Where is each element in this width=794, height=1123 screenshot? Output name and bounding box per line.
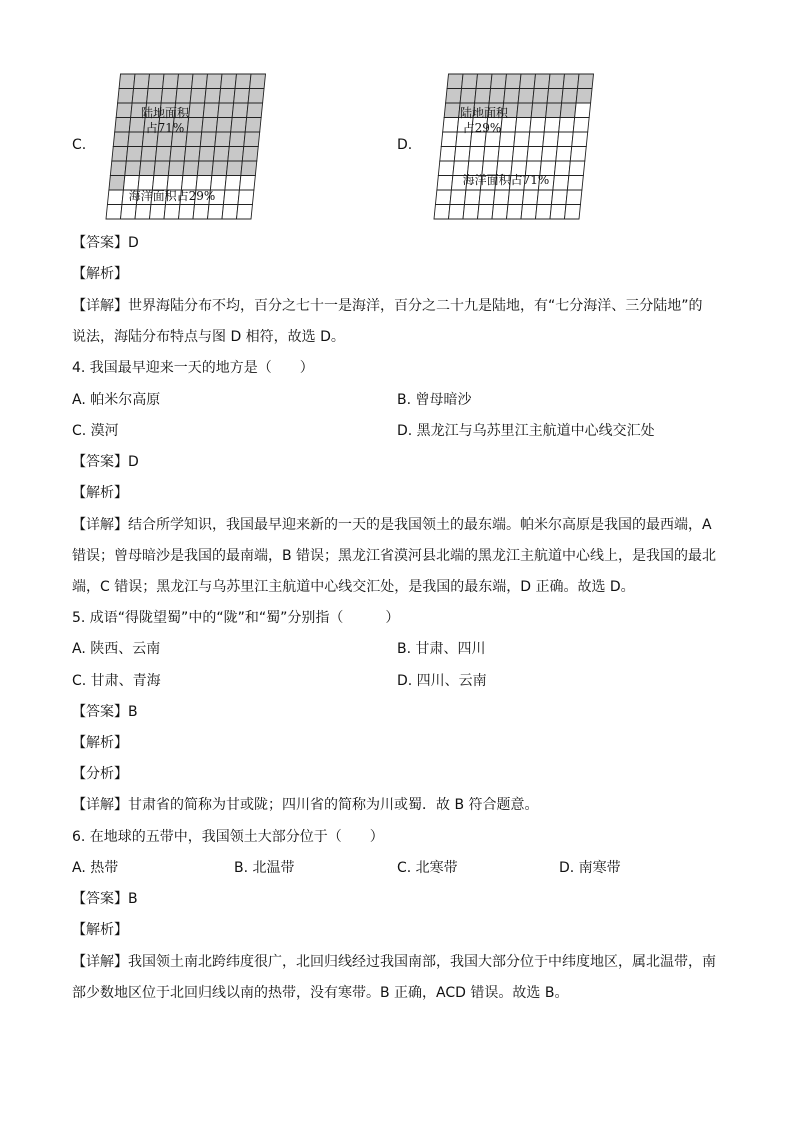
figure-d-land-cell — [505, 74, 521, 89]
figure-d-ocean-cell — [443, 118, 459, 133]
figure-d-ocean-cell — [553, 176, 569, 191]
figure-c-land-cell — [132, 89, 148, 104]
figure-c-land-cell — [244, 132, 260, 147]
figure-d-land-cell — [489, 89, 505, 104]
figure-d-ocean-cell — [559, 118, 575, 133]
q3-answer: 【答案】D — [72, 235, 139, 251]
figure-c-land-cell — [163, 74, 179, 89]
figure-c-land-cell — [218, 103, 234, 118]
figure-c-land-cell — [155, 147, 171, 162]
figure-c-ocean-label: 海洋面积占29% — [128, 189, 216, 203]
q6-detail-line-1: 【详解】我国领土南北跨纬度很广，北回归线经过我国南部，我国大部分位于中纬度地区，属北温带，南 — [72, 954, 716, 970]
figure-d-land-cell — [547, 89, 563, 104]
figure-c-land-cell — [219, 89, 235, 104]
figure-c-land-cell — [229, 132, 245, 147]
figure-d-ocean-cell — [515, 118, 531, 133]
figure-c-land-cell — [226, 161, 242, 176]
figure-d-ocean-cell — [437, 176, 453, 191]
figure-d-land-cell — [517, 103, 533, 118]
figure-d-land-cell — [447, 74, 463, 89]
figure-c-land-cell — [203, 103, 219, 118]
figure-c-land-cell — [234, 89, 250, 104]
q5-option-a: A. 陕西、云南 — [72, 641, 161, 657]
figure-c-land-cell — [128, 132, 144, 147]
q4-answer: 【答案】D — [72, 454, 139, 470]
q6-option-c: C. 北寒带 — [397, 860, 458, 876]
figure-d-ocean-cell — [469, 147, 485, 162]
figure-d-ocean-cell — [527, 147, 543, 162]
figure-d-ocean-cell — [550, 205, 566, 220]
figure-d-ocean-cell — [438, 161, 454, 176]
figure-d-ocean-cell — [498, 147, 514, 162]
figure-d-ocean-cell — [450, 190, 466, 205]
figure-d-ocean-cell — [543, 132, 559, 147]
figure-d-ocean-cell — [508, 190, 524, 205]
q4-detail-line-2: 错误；曾母暗沙是我国的最南端，B 错误；黑龙江省漠河县北端的黑龙江主航道中心线上，是我国的最北 — [72, 548, 717, 564]
figure-d-land-cell — [531, 103, 547, 118]
figure-d-land-cell — [562, 89, 578, 104]
figure-d-ocean-cell — [572, 132, 588, 147]
figure-d-ocean-cell — [528, 132, 544, 147]
figure-c-land-cell — [221, 74, 237, 89]
figure-d-ocean-cell — [554, 161, 570, 176]
figure-c-land-cell — [186, 132, 202, 147]
figure-d-ocean-cell — [454, 147, 470, 162]
figure-d-ocean-cell — [449, 205, 465, 220]
figure-c-land-cell — [168, 161, 184, 176]
figure-d-land-cell — [560, 103, 576, 118]
figure-d-land-cell — [444, 103, 460, 118]
figure-c-land-cell — [199, 147, 215, 162]
figure-d-ocean-cell — [493, 190, 509, 205]
figure-c-land-cell — [170, 147, 186, 162]
figure-c-ocean-cell — [123, 176, 139, 191]
figure-c-land-cell — [176, 89, 192, 104]
figure-c-land-cell — [148, 74, 164, 89]
figure-c-ocean-cell — [223, 190, 239, 205]
figure-c-land-cell — [141, 147, 157, 162]
figure-c-land-label-2: 占71% — [145, 121, 185, 135]
figure-d-land-cell — [578, 74, 594, 89]
figure-d-ocean-cell — [512, 147, 528, 162]
figure-c-land-cell — [118, 89, 134, 104]
q5-option-c: C. 甘肃、青海 — [72, 673, 161, 689]
figure-d-ocean-cell — [479, 190, 495, 205]
figure-d-land-cell — [520, 74, 536, 89]
figure-d-ocean-cell — [464, 190, 480, 205]
figure-c-land-cell — [161, 89, 177, 104]
q6-option-b: B. 北温带 — [234, 860, 295, 876]
q5-question: 5. 成语“得陇望蜀”中的“陇”和“蜀”分别指（ ） — [72, 610, 400, 626]
figure-d-ocean-cell — [499, 132, 515, 147]
figure-c-ocean-cell — [106, 205, 122, 220]
q6-answer: 【答案】B — [72, 891, 138, 907]
figure-c-land-cell — [112, 147, 128, 162]
figure-c-land-cell — [126, 147, 142, 162]
figure-c-ocean-cell — [181, 176, 197, 191]
figure-d-land-label-1: 陆地面积 — [459, 106, 509, 120]
figure-d-ocean-cell — [573, 118, 589, 133]
figure-d-land-label-2: 占29% — [462, 121, 502, 135]
figure-c-ocean-cell — [152, 176, 168, 191]
figure-c-ocean-cell — [239, 176, 255, 191]
figure-c-land-cell — [250, 74, 266, 89]
q5-answer: 【答案】B — [72, 704, 138, 720]
figure-c-land-cell — [134, 74, 150, 89]
figure-c-land-cell — [109, 176, 125, 191]
figure-c-land-cell — [125, 161, 141, 176]
figure-d-ocean-cell — [541, 147, 557, 162]
figure-c-land-cell — [139, 161, 155, 176]
figure-d-ocean-cell — [483, 147, 499, 162]
figure-c-land-cell — [213, 147, 229, 162]
q5-option-b: B. 甘肃、四川 — [397, 641, 486, 657]
q4-option-b: B. 曾母暗沙 — [397, 392, 472, 408]
figure-c-land-cell — [154, 161, 170, 176]
figure-c-ocean-cell — [107, 190, 123, 205]
figure-c-ocean-cell — [150, 205, 166, 220]
figure-d-land-cell — [475, 89, 491, 104]
q6-analysis: 【解析】 — [72, 922, 128, 938]
q5-fenxi: 【分析】 — [72, 766, 128, 782]
figure-d-ocean-cell — [521, 205, 537, 220]
figure-d-land-cell — [546, 103, 562, 118]
figure-c-land-cell — [245, 118, 261, 133]
figure-d-land-cell — [504, 89, 520, 104]
figure-c-land-cell — [202, 118, 218, 133]
figure-d-land-cell — [491, 74, 507, 89]
q4-detail-line-3: 端，C 错误；黑龙江与乌苏里江主航道中心线交汇处，是我国的最东端，D 正确。故选 D。 — [72, 579, 635, 595]
figure-d-ocean-cell — [565, 205, 581, 220]
figure-d-land-cell — [476, 74, 492, 89]
figure-d-ocean-cell — [434, 205, 450, 220]
figure-d-ocean-cell — [551, 190, 567, 205]
q3-detail-line-2: 说法，海陆分布特点与图 D 相符，故选 D。 — [72, 329, 345, 345]
q3-detail-line-1: 【详解】世界海陆分布不均，百分之七十一是海洋，百分之二十九是陆地，有“七分海洋、三分陆地”的 — [72, 298, 703, 314]
figure-d-ocean-cell — [507, 205, 523, 220]
figure-c-land-cell — [247, 103, 263, 118]
figure-d-land-ocean-grid — [420, 70, 595, 222]
figure-c-land-cell — [200, 132, 216, 147]
figure-c-land-cell — [235, 74, 251, 89]
q6-option-a: A. 热带 — [72, 860, 119, 876]
figure-d-ocean-cell — [566, 190, 582, 205]
figure-c-ocean-cell — [121, 205, 137, 220]
figure-c-land-cell — [241, 161, 257, 176]
figure-d-land-cell — [533, 89, 549, 104]
figure-d-land-cell — [563, 74, 579, 89]
figure-d-ocean-cell — [537, 190, 553, 205]
figure-d-ocean-cell — [569, 161, 585, 176]
figure-c-land-cell — [242, 147, 258, 162]
figure-d-ocean-cell — [556, 147, 572, 162]
figure-d-land-cell — [462, 74, 478, 89]
figure-c-land-cell — [231, 118, 247, 133]
figure-d-land-cell — [534, 74, 550, 89]
q3-analysis: 【解析】 — [72, 266, 128, 282]
figure-c-land-cell — [248, 89, 264, 104]
figure-c-land-cell — [216, 118, 232, 133]
figure-c-land-cell — [206, 74, 222, 89]
figure-d-ocean-cell — [478, 205, 494, 220]
figure-c-land-cell — [212, 161, 228, 176]
figure-c-land-cell — [197, 161, 213, 176]
figure-c-ocean-cell — [179, 205, 195, 220]
figure-c-ocean-cell — [225, 176, 241, 191]
figure-d-ocean-cell — [441, 132, 457, 147]
figure-c-land-cell — [119, 74, 135, 89]
figure-c-ocean-cell — [208, 205, 224, 220]
figure-d-ocean-cell — [536, 205, 552, 220]
figure-c-land-cell — [184, 147, 200, 162]
figure-c-land-cell — [116, 103, 132, 118]
figure-c-ocean-cell — [138, 176, 154, 191]
figure-c-land-cell — [189, 103, 205, 118]
figure-c-ocean-cell — [222, 205, 238, 220]
figure-c-land-cell — [183, 161, 199, 176]
q6-detail-line-2: 部少数地区位于北回归线以南的热带，没有寒带。B 正确，ACD 错误。故选 B。 — [72, 985, 569, 1001]
figure-d-ocean-cell — [575, 103, 591, 118]
figure-d-ocean-cell — [544, 118, 560, 133]
figure-c-land-cell — [190, 89, 206, 104]
figure-d-land-cell — [576, 89, 592, 104]
figure-c-ocean-cell — [237, 205, 253, 220]
figure-c-ocean-cell — [167, 176, 183, 191]
option-d-label: D. — [397, 137, 413, 153]
figure-c-ocean-cell — [193, 205, 209, 220]
figure-d-ocean-cell — [492, 205, 508, 220]
q4-option-c: C. 漠河 — [72, 423, 119, 439]
figure-c-ocean-cell — [135, 205, 151, 220]
figure-d-land-cell — [549, 74, 565, 89]
figure-d-ocean-cell — [514, 132, 530, 147]
q4-analysis: 【解析】 — [72, 485, 128, 501]
figure-d-ocean-cell — [440, 147, 456, 162]
q5-detail: 【详解】甘肃省的简称为甘或陇；四川省的简称为川或蜀．故 B 符合题意。 — [72, 797, 539, 813]
q6-option-d: D. 南寒带 — [559, 860, 621, 876]
figure-c-land-ocean-grid — [92, 70, 267, 222]
figure-c-land-cell — [228, 147, 244, 162]
figure-d-ocean-cell — [570, 147, 586, 162]
figure-c-ocean-cell — [196, 176, 212, 191]
q5-analysis: 【解析】 — [72, 735, 128, 751]
figure-d-ocean-cell — [463, 205, 479, 220]
figure-c-land-cell — [147, 89, 163, 104]
q5-option-d: D. 四川、云南 — [397, 673, 487, 689]
figure-c-land-cell — [192, 74, 208, 89]
figure-d-ocean-cell — [530, 118, 546, 133]
q4-option-a: A. 帕米尔高原 — [72, 392, 161, 408]
q4-option-d: D. 黑龙江与乌苏里江主航道中心线交汇处 — [397, 423, 655, 439]
figure-c-land-cell — [177, 74, 193, 89]
figure-d-ocean-cell — [435, 190, 451, 205]
q4-question: 4. 我国最早迎来一天的地方是（ ） — [72, 360, 314, 376]
q4-detail-line-1: 【详解】结合所学知识，我国最早迎来新的一天的是我国领土的最东端。帕米尔高原是我国的最西端，A — [72, 517, 712, 533]
figure-d-land-cell — [518, 89, 534, 104]
figure-c-land-cell — [187, 118, 203, 133]
option-c-label: C. — [72, 137, 87, 153]
figure-d-land-cell — [446, 89, 462, 104]
figure-c-land-cell — [115, 118, 131, 133]
figure-c-land-cell — [205, 89, 221, 104]
figure-c-land-cell — [232, 103, 248, 118]
figure-c-land-cell — [113, 132, 129, 147]
figure-c-ocean-cell — [164, 205, 180, 220]
figure-c-ocean-cell — [210, 176, 226, 191]
figure-c-land-cell — [215, 132, 231, 147]
figure-c-ocean-cell — [238, 190, 254, 205]
q6-question: 6. 在地球的五带中，我国领土大部分位于（ ） — [72, 829, 384, 845]
figure-c-land-cell — [110, 161, 126, 176]
figure-d-ocean-label: 海洋面积占71% — [462, 173, 550, 187]
figure-d-ocean-cell — [557, 132, 573, 147]
figure-d-ocean-cell — [522, 190, 538, 205]
figure-c-land-label-1: 陆地面积 — [140, 106, 190, 120]
figure-d-ocean-cell — [567, 176, 583, 191]
figure-d-land-cell — [460, 89, 476, 104]
